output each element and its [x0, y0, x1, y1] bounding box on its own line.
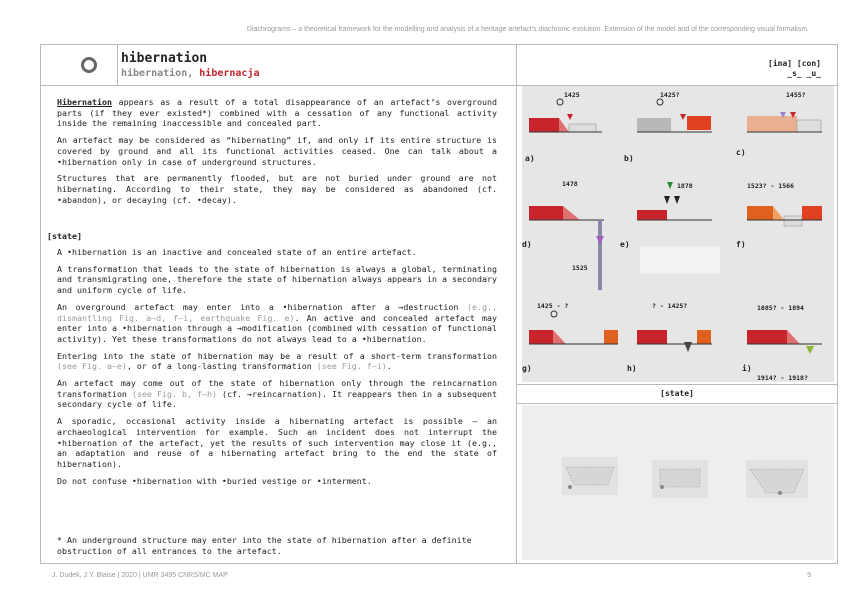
state-figure-box	[522, 405, 834, 560]
paragraph-3: Structures that are permanently flooded, but are not buried under ground are not hibernating. According to their state, they may be considered as abandoned (cf. •abandon), or decaying (cf. •decay).	[57, 173, 497, 205]
figure-date-h: ? - 1425?	[652, 302, 688, 310]
divider	[117, 45, 118, 85]
figure-label-b: b)	[624, 154, 634, 163]
state-para-4: Entering into the state of hibernation may be a result of a short-term transformation (see Fig. a–e), or of a long-lasting transformation (see Fig. f–i).	[57, 350, 497, 372]
figure-date-d: 1478	[562, 180, 578, 188]
code-line-2: _s_ _u_	[787, 69, 821, 78]
page-header: Diachrograms – a theoretical framework for the modelling and analysis of a heritage artefact’s diachronic evolution. Extension of the model and of the corresponding visual formalism.	[246, 26, 809, 33]
page-footer: J. Dudek, J.Y. Blaise | 2020 | UMR 3495 CNRS/MC MAP	[52, 572, 228, 579]
figure-label-g: g)	[522, 364, 532, 373]
state-para-1: A •hibernation is an inactive and concealed state of an entire artefact.	[57, 247, 417, 257]
paragraph-1: Hibernation appears as a result of a total disappearance of an artefact’s overground parts (if they ever existed*) combined with a cessation of any functional activity inside the remaining inaccessible and concealed part.	[57, 97, 497, 129]
state-para-3: An overground artefact may enter into a •hibernation after a →destruction (e.g., dismantling Fig. a–d, f–i, earthquake Fig. e). An active and concealed artefact may enter into a •hibernation through a →modification (combined with cessation of functional activity). Yet these transformations do not always lead to a •hibernation.	[57, 301, 497, 344]
body-text	[57, 97, 497, 211]
figure-date-e: 1878	[677, 182, 693, 190]
state-figure-3	[746, 460, 808, 498]
state-figure-header: [state]	[517, 384, 837, 404]
title-box	[41, 45, 516, 86]
code-box	[517, 45, 837, 86]
figure-label-f: f)	[736, 240, 746, 249]
figure-i	[747, 330, 822, 354]
state-para-2: A transformation that leads to the state of hibernation is always a global, terminating and transmigrating one, therefore the state of hibernation always appears in a secondary and uniform cycle of life.	[57, 263, 497, 296]
figure-d-extra-date: 1525	[572, 264, 588, 272]
figure-date-b: 1425?	[660, 91, 680, 99]
state-text	[57, 247, 497, 492]
figure-a	[529, 99, 602, 132]
figure-label-e: e)	[620, 240, 630, 249]
state-para-7: Do not confuse •hibernation with •buried vestige or •interment.	[57, 475, 372, 486]
figure-e	[637, 182, 720, 274]
text-column	[41, 45, 517, 563]
state-figures-svg	[522, 405, 834, 560]
page-title: hibernation	[121, 51, 208, 66]
subtitle-pl: hibernacja	[199, 68, 260, 79]
figure-column	[517, 45, 837, 563]
figure-g	[529, 311, 618, 344]
ring-icon	[81, 57, 97, 73]
figure-label-i: i)	[742, 364, 752, 373]
figure-label-d: d)	[522, 240, 532, 249]
state-figure-2	[652, 460, 708, 498]
figure-h	[637, 330, 712, 352]
subtitle-en: hibernation,	[121, 68, 194, 79]
figure-date-i: 1085? - 1894	[757, 304, 804, 312]
diachrogram-figures	[522, 86, 834, 382]
figure-d	[529, 206, 604, 290]
figure-b	[637, 99, 712, 132]
figure-date-c: 1455?	[786, 91, 806, 99]
figure-f	[747, 206, 822, 226]
figure-label-a: a)	[525, 154, 535, 163]
code-line-1: [ina] [con]	[768, 59, 821, 68]
figure-date-a: 1425	[564, 91, 580, 99]
state-heading: [state]	[47, 231, 82, 241]
footnote: * An underground structure may enter into the state of hibernation after a definite obstruction of all entrances to the artefact.	[57, 535, 472, 556]
figure-i-extra-date: 1914? - 1918?	[757, 374, 808, 382]
content-frame	[40, 44, 838, 564]
state-para-5: An artefact may come out of the state of hibernation only through the reincarnation transformation (see Fig. b, f–h) (cf. →reincarnation). It reappears then in a subsequent secondary cycle of life.	[57, 378, 497, 410]
figure-date-g: 1425 - ?	[537, 302, 569, 310]
figure-label-h: h)	[627, 364, 637, 373]
state-para-6: A sporadic, occasional activity inside a hibernating artefact is possible – an archaeological intervention for example. Such an incident does not interrupt the •hibernation of the artefact, yet the results of such intervention may close it (e.g., an adaptation and reuse of a hibernating artefact bring to the end the state of hibernation).	[57, 416, 497, 469]
figures-svg	[522, 86, 834, 382]
page-number: 9	[807, 572, 811, 579]
figure-label-c: c)	[736, 148, 746, 157]
figure-date-f: 1523? - 1566	[747, 182, 794, 190]
figure-c	[747, 112, 822, 132]
page-subtitle	[121, 68, 260, 79]
state-figure-1	[562, 457, 618, 495]
paragraph-2: An artefact may be considered as “hibernating” if, and only if its entire structure is covered by ground and all its functional activities ceased. One can talk about a •hibernation only in case of underground structures.	[57, 135, 497, 167]
